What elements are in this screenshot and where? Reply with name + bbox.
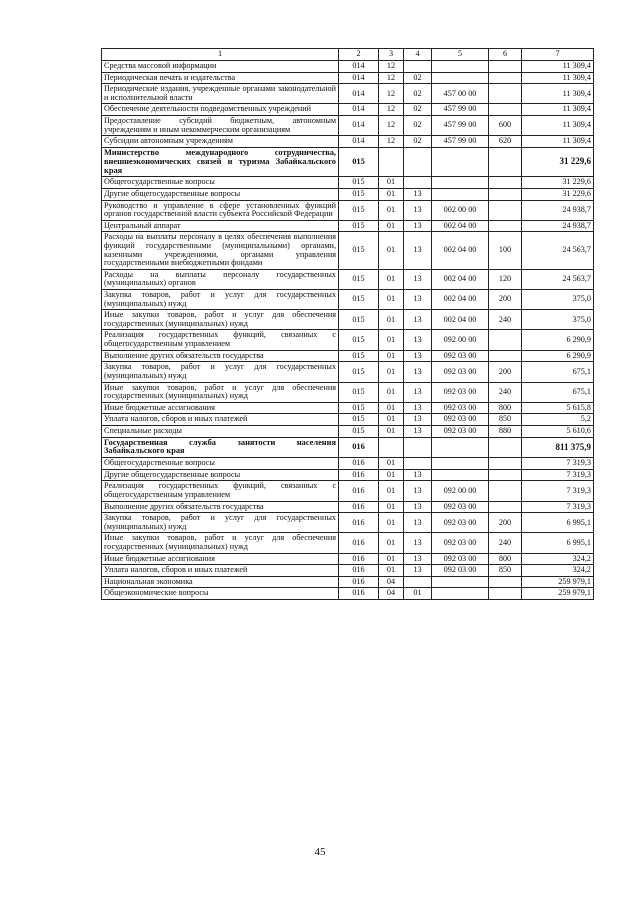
- table-row: [102, 310, 594, 330]
- row-subsection-cell: 13: [404, 200, 432, 220]
- row-target-cell: 092 03 00: [432, 414, 489, 426]
- row-type-cell: 240: [489, 533, 522, 553]
- row-subsection-cell: 13: [404, 414, 432, 426]
- row-code-cell: 016: [339, 481, 379, 501]
- row-code-cell: 016: [339, 576, 379, 588]
- row-amount-cell: 24 563,7: [522, 232, 594, 269]
- row-code-cell: 015: [339, 232, 379, 269]
- row-code-cell: 016: [339, 553, 379, 565]
- row-target-cell: [432, 469, 489, 481]
- row-section-cell: 01: [379, 414, 404, 426]
- row-amount-cell: 811 375,9: [522, 437, 594, 458]
- row-subsection-cell: 02: [404, 116, 432, 136]
- row-name-cell: Расходы на выплаты персоналу в целях обеспечения выполнения функций государственными (муниципальными) органами, казенными учреждениями, органами управления государственными внебюджетными фондами: [102, 232, 339, 269]
- row-amount-cell: 11 309,4: [522, 61, 594, 73]
- row-target-cell: 002 04 00: [432, 220, 489, 232]
- row-type-cell: 800: [489, 402, 522, 414]
- table-row: [102, 330, 594, 350]
- row-section-cell: 12: [379, 72, 404, 84]
- row-target-cell: 092 03 00: [432, 565, 489, 577]
- row-amount-cell: 11 309,4: [522, 116, 594, 136]
- row-section-cell: 01: [379, 382, 404, 402]
- table-row: [102, 84, 594, 104]
- row-section-cell: 12: [379, 116, 404, 136]
- row-name-cell: Периодические издания, учрежденные органами законодательной и исполнительной власти: [102, 84, 339, 104]
- row-type-cell: [489, 469, 522, 481]
- row-section-cell: [379, 147, 404, 176]
- row-type-cell: [489, 220, 522, 232]
- row-section-cell: 01: [379, 362, 404, 382]
- row-target-cell: 457 99 00: [432, 104, 489, 116]
- row-target-cell: 002 04 00: [432, 310, 489, 330]
- row-code-cell: 015: [339, 200, 379, 220]
- row-type-cell: 620: [489, 136, 522, 148]
- row-target-cell: 092 03 00: [432, 382, 489, 402]
- row-type-cell: 200: [489, 513, 522, 533]
- row-name-cell: Другие общегосударственные вопросы: [102, 469, 339, 481]
- row-section-cell: 01: [379, 350, 404, 362]
- row-name-cell: Национальная экономика: [102, 576, 339, 588]
- table-row: [102, 232, 594, 269]
- row-name-cell: Реализация государственных функций, связанных с общегосударственным управлением: [102, 481, 339, 501]
- table-row: [102, 481, 594, 501]
- row-amount-cell: 11 309,4: [522, 72, 594, 84]
- row-amount-cell: 259 979,1: [522, 588, 594, 600]
- row-code-cell: 014: [339, 116, 379, 136]
- row-type-cell: 200: [489, 362, 522, 382]
- page-number: 45: [314, 846, 326, 858]
- row-amount-cell: 7 319,3: [522, 458, 594, 470]
- row-type-cell: [489, 588, 522, 600]
- row-subsection-cell: [404, 576, 432, 588]
- row-code-cell: 015: [339, 220, 379, 232]
- row-type-cell: [489, 576, 522, 588]
- row-subsection-cell: 13: [404, 425, 432, 437]
- row-target-cell: 092 03 00: [432, 533, 489, 553]
- table-row: [102, 501, 594, 513]
- row-target-cell: 457 99 00: [432, 116, 489, 136]
- row-type-cell: 240: [489, 310, 522, 330]
- row-amount-cell: 31 229,6: [522, 188, 594, 200]
- row-name-cell: Общеэкономические вопросы: [102, 588, 339, 600]
- row-name-cell: Государственная служба занятости населения Забайкальского края: [102, 437, 339, 458]
- table-row: [102, 290, 594, 310]
- row-target-cell: [432, 437, 489, 458]
- row-amount-cell: 7 319,3: [522, 469, 594, 481]
- row-type-cell: [489, 188, 522, 200]
- table-row: [102, 533, 594, 553]
- row-name-cell: Расходы на выплаты персоналу государственных (муниципальных) органов: [102, 269, 339, 289]
- row-type-cell: [489, 501, 522, 513]
- row-amount-cell: 31 229,6: [522, 147, 594, 176]
- row-subsection-cell: 13: [404, 269, 432, 289]
- row-type-cell: [489, 61, 522, 73]
- row-section-cell: 01: [379, 481, 404, 501]
- row-code-cell: 015: [339, 330, 379, 350]
- row-amount-cell: 675,1: [522, 362, 594, 382]
- table-row: [102, 177, 594, 189]
- row-target-cell: [432, 177, 489, 189]
- row-section-cell: 01: [379, 220, 404, 232]
- row-subsection-cell: 13: [404, 501, 432, 513]
- row-target-cell: [432, 147, 489, 176]
- row-name-cell: Иные бюджетные ассигнования: [102, 402, 339, 414]
- row-name-cell: Закупка товаров, работ и услуг для государственных (муниципальных) нужд: [102, 513, 339, 533]
- row-code-cell: 016: [339, 469, 379, 481]
- table-row: [102, 425, 594, 437]
- table-row: [102, 116, 594, 136]
- row-target-cell: [432, 61, 489, 73]
- row-section-cell: 01: [379, 232, 404, 269]
- table-row: [102, 220, 594, 232]
- row-subsection-cell: 13: [404, 469, 432, 481]
- row-section-cell: 01: [379, 458, 404, 470]
- row-name-cell: Иные бюджетные ассигнования: [102, 553, 339, 565]
- table-row: [102, 61, 594, 73]
- table-row: [102, 458, 594, 470]
- row-subsection-cell: 01: [404, 588, 432, 600]
- row-code-cell: 015: [339, 362, 379, 382]
- row-subsection-cell: 13: [404, 402, 432, 414]
- table-row: [102, 200, 594, 220]
- row-code-cell: 015: [339, 425, 379, 437]
- row-name-cell: Средства массовой информации: [102, 61, 339, 73]
- row-subsection-cell: 02: [404, 72, 432, 84]
- row-name-cell: Иные закупки товаров, работ и услуг для обеспечения государственных (муниципальных) нужд: [102, 310, 339, 330]
- row-type-cell: 800: [489, 553, 522, 565]
- row-section-cell: 01: [379, 402, 404, 414]
- row-subsection-cell: 13: [404, 220, 432, 232]
- row-name-cell: Центральный аппарат: [102, 220, 339, 232]
- row-subsection-cell: 13: [404, 533, 432, 553]
- row-code-cell: 014: [339, 104, 379, 116]
- row-code-cell: 015: [339, 310, 379, 330]
- row-subsection-cell: 02: [404, 104, 432, 116]
- row-name-cell: Другие общегосударственные вопросы: [102, 188, 339, 200]
- row-code-cell: 014: [339, 61, 379, 73]
- row-amount-cell: 375,0: [522, 290, 594, 310]
- row-subsection-cell: 13: [404, 553, 432, 565]
- row-section-cell: 12: [379, 61, 404, 73]
- table-row: [102, 402, 594, 414]
- row-target-cell: [432, 188, 489, 200]
- row-code-cell: 015: [339, 414, 379, 426]
- row-type-cell: [489, 437, 522, 458]
- header-cell: 1: [102, 49, 339, 61]
- row-code-cell: 014: [339, 72, 379, 84]
- table-row: [102, 565, 594, 577]
- row-code-cell: 016: [339, 565, 379, 577]
- row-subsection-cell: 02: [404, 136, 432, 148]
- row-section-cell: 01: [379, 310, 404, 330]
- row-type-cell: 850: [489, 414, 522, 426]
- table-row: [102, 188, 594, 200]
- row-section-cell: 12: [379, 136, 404, 148]
- row-code-cell: 016: [339, 588, 379, 600]
- header-cell: 3: [379, 49, 404, 61]
- row-type-cell: 850: [489, 565, 522, 577]
- row-target-cell: 092 00 00: [432, 481, 489, 501]
- row-code-cell: 015: [339, 382, 379, 402]
- row-type-cell: 100: [489, 232, 522, 269]
- row-type-cell: [489, 481, 522, 501]
- row-target-cell: 092 03 00: [432, 513, 489, 533]
- row-type-cell: [489, 350, 522, 362]
- row-target-cell: 457 00 00: [432, 84, 489, 104]
- row-target-cell: 002 04 00: [432, 232, 489, 269]
- row-section-cell: 12: [379, 104, 404, 116]
- header-cell: 2: [339, 49, 379, 61]
- table-row: [102, 350, 594, 362]
- table-row: [102, 588, 594, 600]
- row-amount-cell: 324,2: [522, 553, 594, 565]
- row-subsection-cell: 13: [404, 565, 432, 577]
- header-cell: 7: [522, 49, 594, 61]
- header-cell: 6: [489, 49, 522, 61]
- row-name-cell: Иные закупки товаров, работ и услуг для обеспечения государственных (муниципальных) нужд: [102, 382, 339, 402]
- row-type-cell: [489, 147, 522, 176]
- row-amount-cell: 6 290,9: [522, 330, 594, 350]
- row-name-cell: Иные закупки товаров, работ и услуг для обеспечения государственных (муниципальных) нужд: [102, 533, 339, 553]
- row-type-cell: 240: [489, 382, 522, 402]
- row-code-cell: 016: [339, 458, 379, 470]
- row-amount-cell: 259 979,1: [522, 576, 594, 588]
- row-type-cell: [489, 458, 522, 470]
- row-subsection-cell: [404, 147, 432, 176]
- row-type-cell: [489, 84, 522, 104]
- row-code-cell: 016: [339, 513, 379, 533]
- row-amount-cell: 375,0: [522, 310, 594, 330]
- row-name-cell: Уплата налогов, сборов и иных платежей: [102, 565, 339, 577]
- row-target-cell: 002 04 00: [432, 290, 489, 310]
- table-row: [102, 414, 594, 426]
- row-target-cell: [432, 458, 489, 470]
- row-code-cell: 014: [339, 84, 379, 104]
- row-target-cell: 092 03 00: [432, 402, 489, 414]
- row-target-cell: [432, 576, 489, 588]
- row-section-cell: 01: [379, 565, 404, 577]
- row-type-cell: 120: [489, 269, 522, 289]
- row-type-cell: 880: [489, 425, 522, 437]
- row-type-cell: [489, 104, 522, 116]
- table-row: [102, 513, 594, 533]
- row-amount-cell: 7 319,3: [522, 481, 594, 501]
- row-section-cell: 01: [379, 513, 404, 533]
- row-section-cell: 01: [379, 501, 404, 513]
- row-section-cell: 01: [379, 188, 404, 200]
- row-code-cell: 015: [339, 188, 379, 200]
- row-subsection-cell: 02: [404, 84, 432, 104]
- row-section-cell: 01: [379, 469, 404, 481]
- header-cell: 5: [432, 49, 489, 61]
- row-name-cell: Реализация государственных функций, связанных с общегосударственным управлением: [102, 330, 339, 350]
- row-type-cell: [489, 200, 522, 220]
- row-section-cell: 01: [379, 330, 404, 350]
- table-row: [102, 382, 594, 402]
- row-section-cell: 01: [379, 177, 404, 189]
- row-amount-cell: 11 309,4: [522, 104, 594, 116]
- row-name-cell: Периодическая печать и издательства: [102, 72, 339, 84]
- row-subsection-cell: 13: [404, 232, 432, 269]
- row-subsection-cell: 13: [404, 330, 432, 350]
- header-cell: 4: [404, 49, 432, 61]
- row-amount-cell: 6 995,1: [522, 513, 594, 533]
- row-type-cell: [489, 330, 522, 350]
- row-subsection-cell: [404, 61, 432, 73]
- row-section-cell: 01: [379, 553, 404, 565]
- row-code-cell: 015: [339, 350, 379, 362]
- row-amount-cell: 5,2: [522, 414, 594, 426]
- row-subsection-cell: 13: [404, 382, 432, 402]
- row-code-cell: 016: [339, 501, 379, 513]
- row-name-cell: Закупка товаров, работ и услуг для государственных (муниципальных) нужд: [102, 362, 339, 382]
- row-amount-cell: 11 309,4: [522, 136, 594, 148]
- row-section-cell: 01: [379, 290, 404, 310]
- row-subsection-cell: 13: [404, 188, 432, 200]
- row-name-cell: Закупка товаров, работ и услуг для государственных (муниципальных) нужд: [102, 290, 339, 310]
- row-amount-cell: 24 938,7: [522, 220, 594, 232]
- table-row: [102, 104, 594, 116]
- row-code-cell: 015: [339, 269, 379, 289]
- row-subsection-cell: 13: [404, 350, 432, 362]
- row-subsection-cell: [404, 177, 432, 189]
- row-name-cell: Субсидии автономным учреждениям: [102, 136, 339, 148]
- table-row: [102, 437, 594, 458]
- row-name-cell: Руководство и управление в сфере установленных функций органов государственной власти субъекта Российской Федерации: [102, 200, 339, 220]
- row-amount-cell: 24 938,7: [522, 200, 594, 220]
- row-amount-cell: 11 309,4: [522, 84, 594, 104]
- row-subsection-cell: 13: [404, 310, 432, 330]
- row-target-cell: 092 00 00: [432, 330, 489, 350]
- row-target-cell: 092 03 00: [432, 362, 489, 382]
- row-target-cell: 092 03 00: [432, 553, 489, 565]
- row-amount-cell: 6 290,9: [522, 350, 594, 362]
- row-subsection-cell: 13: [404, 513, 432, 533]
- row-type-cell: [489, 72, 522, 84]
- budget-table: [101, 48, 594, 600]
- row-type-cell: 600: [489, 116, 522, 136]
- row-name-cell: Предоставление субсидий бюджетным, автономным учреждениям и иным некоммерческим организациям: [102, 116, 339, 136]
- table-row: [102, 136, 594, 148]
- row-amount-cell: 24 563,7: [522, 269, 594, 289]
- table-row: [102, 576, 594, 588]
- table-row: [102, 72, 594, 84]
- table-row: [102, 269, 594, 289]
- row-code-cell: 015: [339, 402, 379, 414]
- row-code-cell: 014: [339, 136, 379, 148]
- row-target-cell: 092 03 00: [432, 501, 489, 513]
- row-subsection-cell: 13: [404, 362, 432, 382]
- row-section-cell: 01: [379, 200, 404, 220]
- row-name-cell: Уплата налогов, сборов и иных платежей: [102, 414, 339, 426]
- row-subsection-cell: [404, 437, 432, 458]
- row-section-cell: 04: [379, 588, 404, 600]
- row-type-cell: [489, 177, 522, 189]
- row-section-cell: [379, 437, 404, 458]
- row-name-cell: Общегосударственные вопросы: [102, 177, 339, 189]
- row-target-cell: 002 04 00: [432, 269, 489, 289]
- table-row: [102, 469, 594, 481]
- row-code-cell: 016: [339, 533, 379, 553]
- row-subsection-cell: 13: [404, 290, 432, 310]
- table-row: [102, 147, 594, 176]
- row-name-cell: Обеспечение деятельности подведомственных учреждений: [102, 104, 339, 116]
- table-row: [102, 553, 594, 565]
- row-name-cell: Выполнение других обязательств государства: [102, 501, 339, 513]
- row-target-cell: 002 00 00: [432, 200, 489, 220]
- row-target-cell: [432, 72, 489, 84]
- row-subsection-cell: [404, 458, 432, 470]
- row-amount-cell: 324,2: [522, 565, 594, 577]
- row-section-cell: 04: [379, 576, 404, 588]
- row-target-cell: 092 03 00: [432, 350, 489, 362]
- row-amount-cell: 31 229,6: [522, 177, 594, 189]
- row-amount-cell: 675,1: [522, 382, 594, 402]
- row-section-cell: 01: [379, 269, 404, 289]
- row-section-cell: 01: [379, 425, 404, 437]
- row-amount-cell: 6 995,1: [522, 533, 594, 553]
- row-amount-cell: 5 610,6: [522, 425, 594, 437]
- row-target-cell: 457 99 00: [432, 136, 489, 148]
- row-name-cell: Министерство международного сотрудничества, внешнеэкономических связей и туризма Забайкальского края: [102, 147, 339, 176]
- row-code-cell: 015: [339, 147, 379, 176]
- row-target-cell: 092 03 00: [432, 425, 489, 437]
- row-amount-cell: 7 319,3: [522, 501, 594, 513]
- row-amount-cell: 5 615,8: [522, 402, 594, 414]
- row-code-cell: 015: [339, 177, 379, 189]
- row-name-cell: Общегосударственные вопросы: [102, 458, 339, 470]
- table-header-row: [102, 49, 594, 61]
- row-name-cell: Специальные расходы: [102, 425, 339, 437]
- row-code-cell: 015: [339, 290, 379, 310]
- row-name-cell: Выполнение других обязательств государства: [102, 350, 339, 362]
- row-subsection-cell: 13: [404, 481, 432, 501]
- row-section-cell: 12: [379, 84, 404, 104]
- row-type-cell: 200: [489, 290, 522, 310]
- row-code-cell: 016: [339, 437, 379, 458]
- row-target-cell: [432, 588, 489, 600]
- table-row: [102, 362, 594, 382]
- row-section-cell: 01: [379, 533, 404, 553]
